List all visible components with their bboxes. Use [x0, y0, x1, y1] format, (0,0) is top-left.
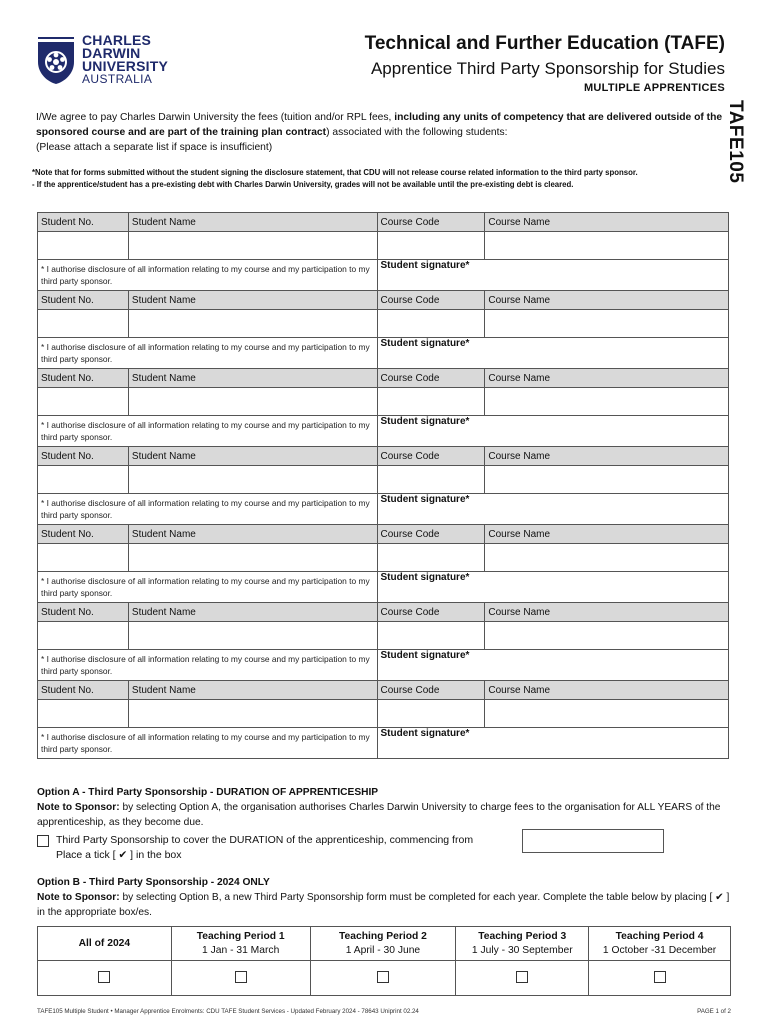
period-2-cell [310, 961, 456, 996]
logo-line-2: DARWIN [82, 45, 141, 61]
shield-logo-icon [36, 34, 76, 86]
logo-line-4: AUSTRALIA [82, 72, 153, 86]
course-name-header: Course Name [485, 681, 729, 700]
option-a-heading: Option A - Third Party Sponsorship - DURATION OF APPRENTICESHIP [37, 787, 379, 798]
period-4-title: Teaching Period 4 [615, 930, 704, 942]
student-entry-row [38, 622, 729, 650]
authorisation-text: * I authorise disclosure of all information relating to my course and my participation to my third party sponsor. [41, 420, 370, 442]
footer-left: TAFE105 Multiple Student • Manager Apprentice Enrolments: CDU TAFE Student Services - Updated February 2024 - 78643 Uniprint 02.24 [37, 1008, 419, 1015]
student-name-header: Student Name [128, 681, 377, 700]
course-name-header: Course Name [485, 291, 729, 310]
student-no-field[interactable] [38, 388, 129, 416]
commencing-date-field[interactable] [522, 829, 664, 853]
student-name-field[interactable] [128, 310, 377, 338]
student-no-header: Student No. [38, 447, 129, 466]
note-line-1: *Note that for forms submitted without the student signing the disclosure statement, that CDU will not release course related information to the third party sponsor. [32, 168, 638, 177]
course-name-field[interactable] [485, 544, 729, 572]
authorisation-cell [38, 416, 378, 447]
student-header-row [38, 447, 729, 466]
course-code-header: Course Code [377, 447, 485, 466]
student-name-field[interactable] [128, 466, 377, 494]
student-header-row [38, 291, 729, 310]
student-entry-row [38, 466, 729, 494]
period-3-checkbox[interactable] [516, 971, 528, 983]
authorisation-cell [38, 338, 378, 369]
logo-wordmark [82, 34, 168, 86]
course-name-header: Course Name [485, 525, 729, 544]
student-name-header: Student Name [128, 525, 377, 544]
signature-label: Student signature* [380, 728, 470, 739]
signature-label: Student signature* [380, 260, 470, 271]
authorisation-text: * I authorise disclosure of all information relating to my course and my participation to my third party sponsor. [41, 654, 370, 676]
student-entry-row [38, 544, 729, 572]
course-name-header: Course Name [485, 213, 729, 232]
student-name-header: Student Name [128, 213, 377, 232]
student-name-field[interactable] [128, 232, 377, 260]
course-code-header: Course Code [377, 681, 485, 700]
student-no-header: Student No. [38, 291, 129, 310]
student-authorisation-row [38, 728, 729, 759]
all-of-2024-cell [38, 961, 172, 996]
period-1-header [171, 927, 310, 961]
student-signature-field[interactable] [377, 572, 729, 603]
all-of-2024-checkbox[interactable] [98, 971, 110, 983]
option-a-checkbox[interactable] [37, 835, 49, 847]
student-authorisation-row [38, 260, 729, 291]
student-name-field[interactable] [128, 544, 377, 572]
student-signature-field[interactable] [377, 728, 729, 759]
students-table [37, 212, 729, 759]
student-header-row [38, 603, 729, 622]
period-4-cell [589, 961, 731, 996]
course-code-header: Course Code [377, 291, 485, 310]
course-code-field[interactable] [377, 232, 485, 260]
student-no-field[interactable] [38, 232, 129, 260]
course-name-field[interactable] [485, 388, 729, 416]
authorisation-cell [38, 260, 378, 291]
student-header-row [38, 369, 729, 388]
period-1-checkbox[interactable] [235, 971, 247, 983]
student-name-header: Student Name [128, 447, 377, 466]
student-name-field[interactable] [128, 388, 377, 416]
option-a-check-text [56, 833, 473, 863]
option-b-heading: Option B - Third Party Sponsorship - 2024 ONLY [37, 877, 270, 888]
authorisation-text: * I authorise disclosure of all information relating to my course and my participation to my third party sponsor. [41, 732, 370, 754]
agreement-part-3: ) associated with the following students: [326, 127, 508, 138]
all-of-2024-header [38, 927, 172, 961]
page-subtitle: Apprentice Third Party Sponsorship for Studies [370, 59, 725, 78]
authorisation-text: * I authorise disclosure of all information relating to my course and my participation to my third party sponsor. [41, 342, 370, 364]
course-code-field[interactable] [377, 700, 485, 728]
period-2-title: Teaching Period 2 [338, 930, 427, 942]
student-signature-field[interactable] [377, 416, 729, 447]
logo-line-3: UNIVERSITY [82, 58, 169, 74]
student-signature-field[interactable] [377, 650, 729, 681]
course-code-header: Course Code [377, 603, 485, 622]
course-code-field[interactable] [377, 310, 485, 338]
period-2-checkbox[interactable] [377, 971, 389, 983]
course-code-field[interactable] [377, 622, 485, 650]
form-code: TAFE105 [725, 100, 746, 184]
period-3-cell [456, 961, 589, 996]
course-name-field[interactable] [485, 310, 729, 338]
authorisation-text: * I authorise disclosure of all information relating to my course and my participation to my third party sponsor. [41, 264, 370, 286]
signature-label: Student signature* [380, 494, 470, 505]
student-authorisation-row [38, 572, 729, 603]
course-code-field[interactable] [377, 466, 485, 494]
page-title: Technical and Further Education (TAFE) [364, 33, 725, 54]
university-logo [36, 34, 206, 90]
note-line-2: - If the apprentice/student has a pre-existing debt with Charles Darwin University, grades will not be available until the pre-existing debt is cleared. [32, 180, 574, 189]
student-header-row [38, 213, 729, 232]
student-entry-row [38, 700, 729, 728]
authorisation-cell [38, 494, 378, 525]
option-a-check-line-1: Third Party Sponsorship to cover the DURATION of the apprenticeship, commencing from [56, 834, 474, 846]
period-3-dates: 1 July - 30 September [471, 944, 573, 956]
course-name-header: Course Name [485, 447, 729, 466]
period-1-dates: 1 Jan - 31 March [202, 944, 280, 956]
student-no-header: Student No. [38, 525, 129, 544]
period-3-title: Teaching Period 3 [478, 930, 567, 942]
student-no-field[interactable] [38, 700, 129, 728]
student-entry-row [38, 232, 729, 260]
student-no-field[interactable] [38, 544, 129, 572]
authorisation-cell [38, 650, 378, 681]
course-code-header: Course Code [377, 213, 485, 232]
student-name-header: Student Name [128, 603, 377, 622]
student-no-field[interactable] [38, 622, 129, 650]
signature-label: Student signature* [380, 338, 470, 349]
student-name-field[interactable] [128, 622, 377, 650]
page-number: PAGE 1 of 2 [697, 1008, 731, 1015]
student-no-header: Student No. [38, 681, 129, 700]
student-name-header: Student Name [128, 369, 377, 388]
authorisation-text: * I authorise disclosure of all information relating to my course and my participation to my third party sponsor. [41, 498, 370, 520]
student-no-field[interactable] [38, 310, 129, 338]
page-tag: MULTIPLE APPRENTICES [583, 82, 725, 94]
agreement-part-4: (Please attach a separate list if space is insufficient) [36, 142, 273, 153]
option-b-note-label: Note to Sponsor: [37, 892, 120, 903]
student-header-row [38, 681, 729, 700]
authorisation-cell [38, 572, 378, 603]
period-4-checkbox[interactable] [654, 971, 666, 983]
student-name-field[interactable] [128, 700, 377, 728]
student-no-field[interactable] [38, 466, 129, 494]
agreement-part-1: I/We agree to pay Charles Darwin University the fees (tuition and/or RPL fees, [36, 112, 395, 123]
course-name-field[interactable] [485, 466, 729, 494]
period-2-dates: 1 April - 30 June [345, 944, 421, 956]
course-name-header: Course Name [485, 603, 729, 622]
signature-label: Student signature* [380, 416, 470, 427]
option-b-block [37, 875, 737, 920]
period-4-header [589, 927, 731, 961]
student-no-header: Student No. [38, 603, 129, 622]
period-1-title: Teaching Period 1 [196, 930, 285, 942]
student-name-header: Student Name [128, 291, 377, 310]
header-title-block [365, 33, 725, 94]
student-entry-row [38, 310, 729, 338]
agreement-part-2: including any units of competency that are delivered outside of the sponsored course and are part of the training plan contract [36, 112, 723, 138]
period-4-dates: 1 October -31 December [602, 944, 717, 956]
signature-label: Student signature* [380, 572, 470, 583]
notes-block [32, 167, 732, 191]
option-a-check-line-2: Place a tick [ ✔ ] in the box [56, 849, 182, 861]
course-name-field[interactable] [485, 700, 729, 728]
period-3-header [456, 927, 589, 961]
period-1-cell [171, 961, 310, 996]
course-code-header: Course Code [377, 525, 485, 544]
course-code-field[interactable] [377, 544, 485, 572]
student-authorisation-row [38, 416, 729, 447]
student-authorisation-row [38, 338, 729, 369]
option-a-block [37, 785, 737, 830]
course-code-header: Course Code [377, 369, 485, 388]
authorisation-text: * I authorise disclosure of all information relating to my course and my participation to my third party sponsor. [41, 576, 370, 598]
option-b-note-text: by selecting Option B, a new Third Party Sponsorship form must be completed for each year. Complete the table below by placing [ ✔ ] in the appropriate box/es. [37, 892, 730, 918]
student-no-header: Student No. [38, 369, 129, 388]
teaching-periods-table [37, 926, 731, 996]
authorisation-cell [38, 728, 378, 759]
course-code-field[interactable] [377, 388, 485, 416]
option-a-note [37, 800, 737, 830]
student-signature-field[interactable] [377, 494, 729, 525]
signature-label: Student signature* [380, 650, 470, 661]
student-authorisation-row [38, 650, 729, 681]
page-footer [37, 1008, 731, 1015]
all-of-2024-label: All of 2024 [78, 937, 131, 949]
course-name-field[interactable] [485, 622, 729, 650]
logo-line-1: CHARLES [82, 32, 152, 48]
student-signature-field[interactable] [377, 260, 729, 291]
course-name-field[interactable] [485, 232, 729, 260]
course-name-header: Course Name [485, 369, 729, 388]
agreement-text [36, 110, 726, 155]
student-entry-row [38, 388, 729, 416]
student-signature-field[interactable] [377, 338, 729, 369]
student-authorisation-row [38, 494, 729, 525]
period-2-header [310, 927, 456, 961]
option-a-note-text: by selecting Option A, the organisation authorises Charles Darwin University to charge fees to the organisation for ALL YEARS of the apprenticeship, as they become due. [37, 802, 721, 828]
student-header-row [38, 525, 729, 544]
student-no-header: Student No. [38, 213, 129, 232]
option-b-note [37, 890, 737, 920]
option-a-note-label: Note to Sponsor: [37, 802, 120, 813]
